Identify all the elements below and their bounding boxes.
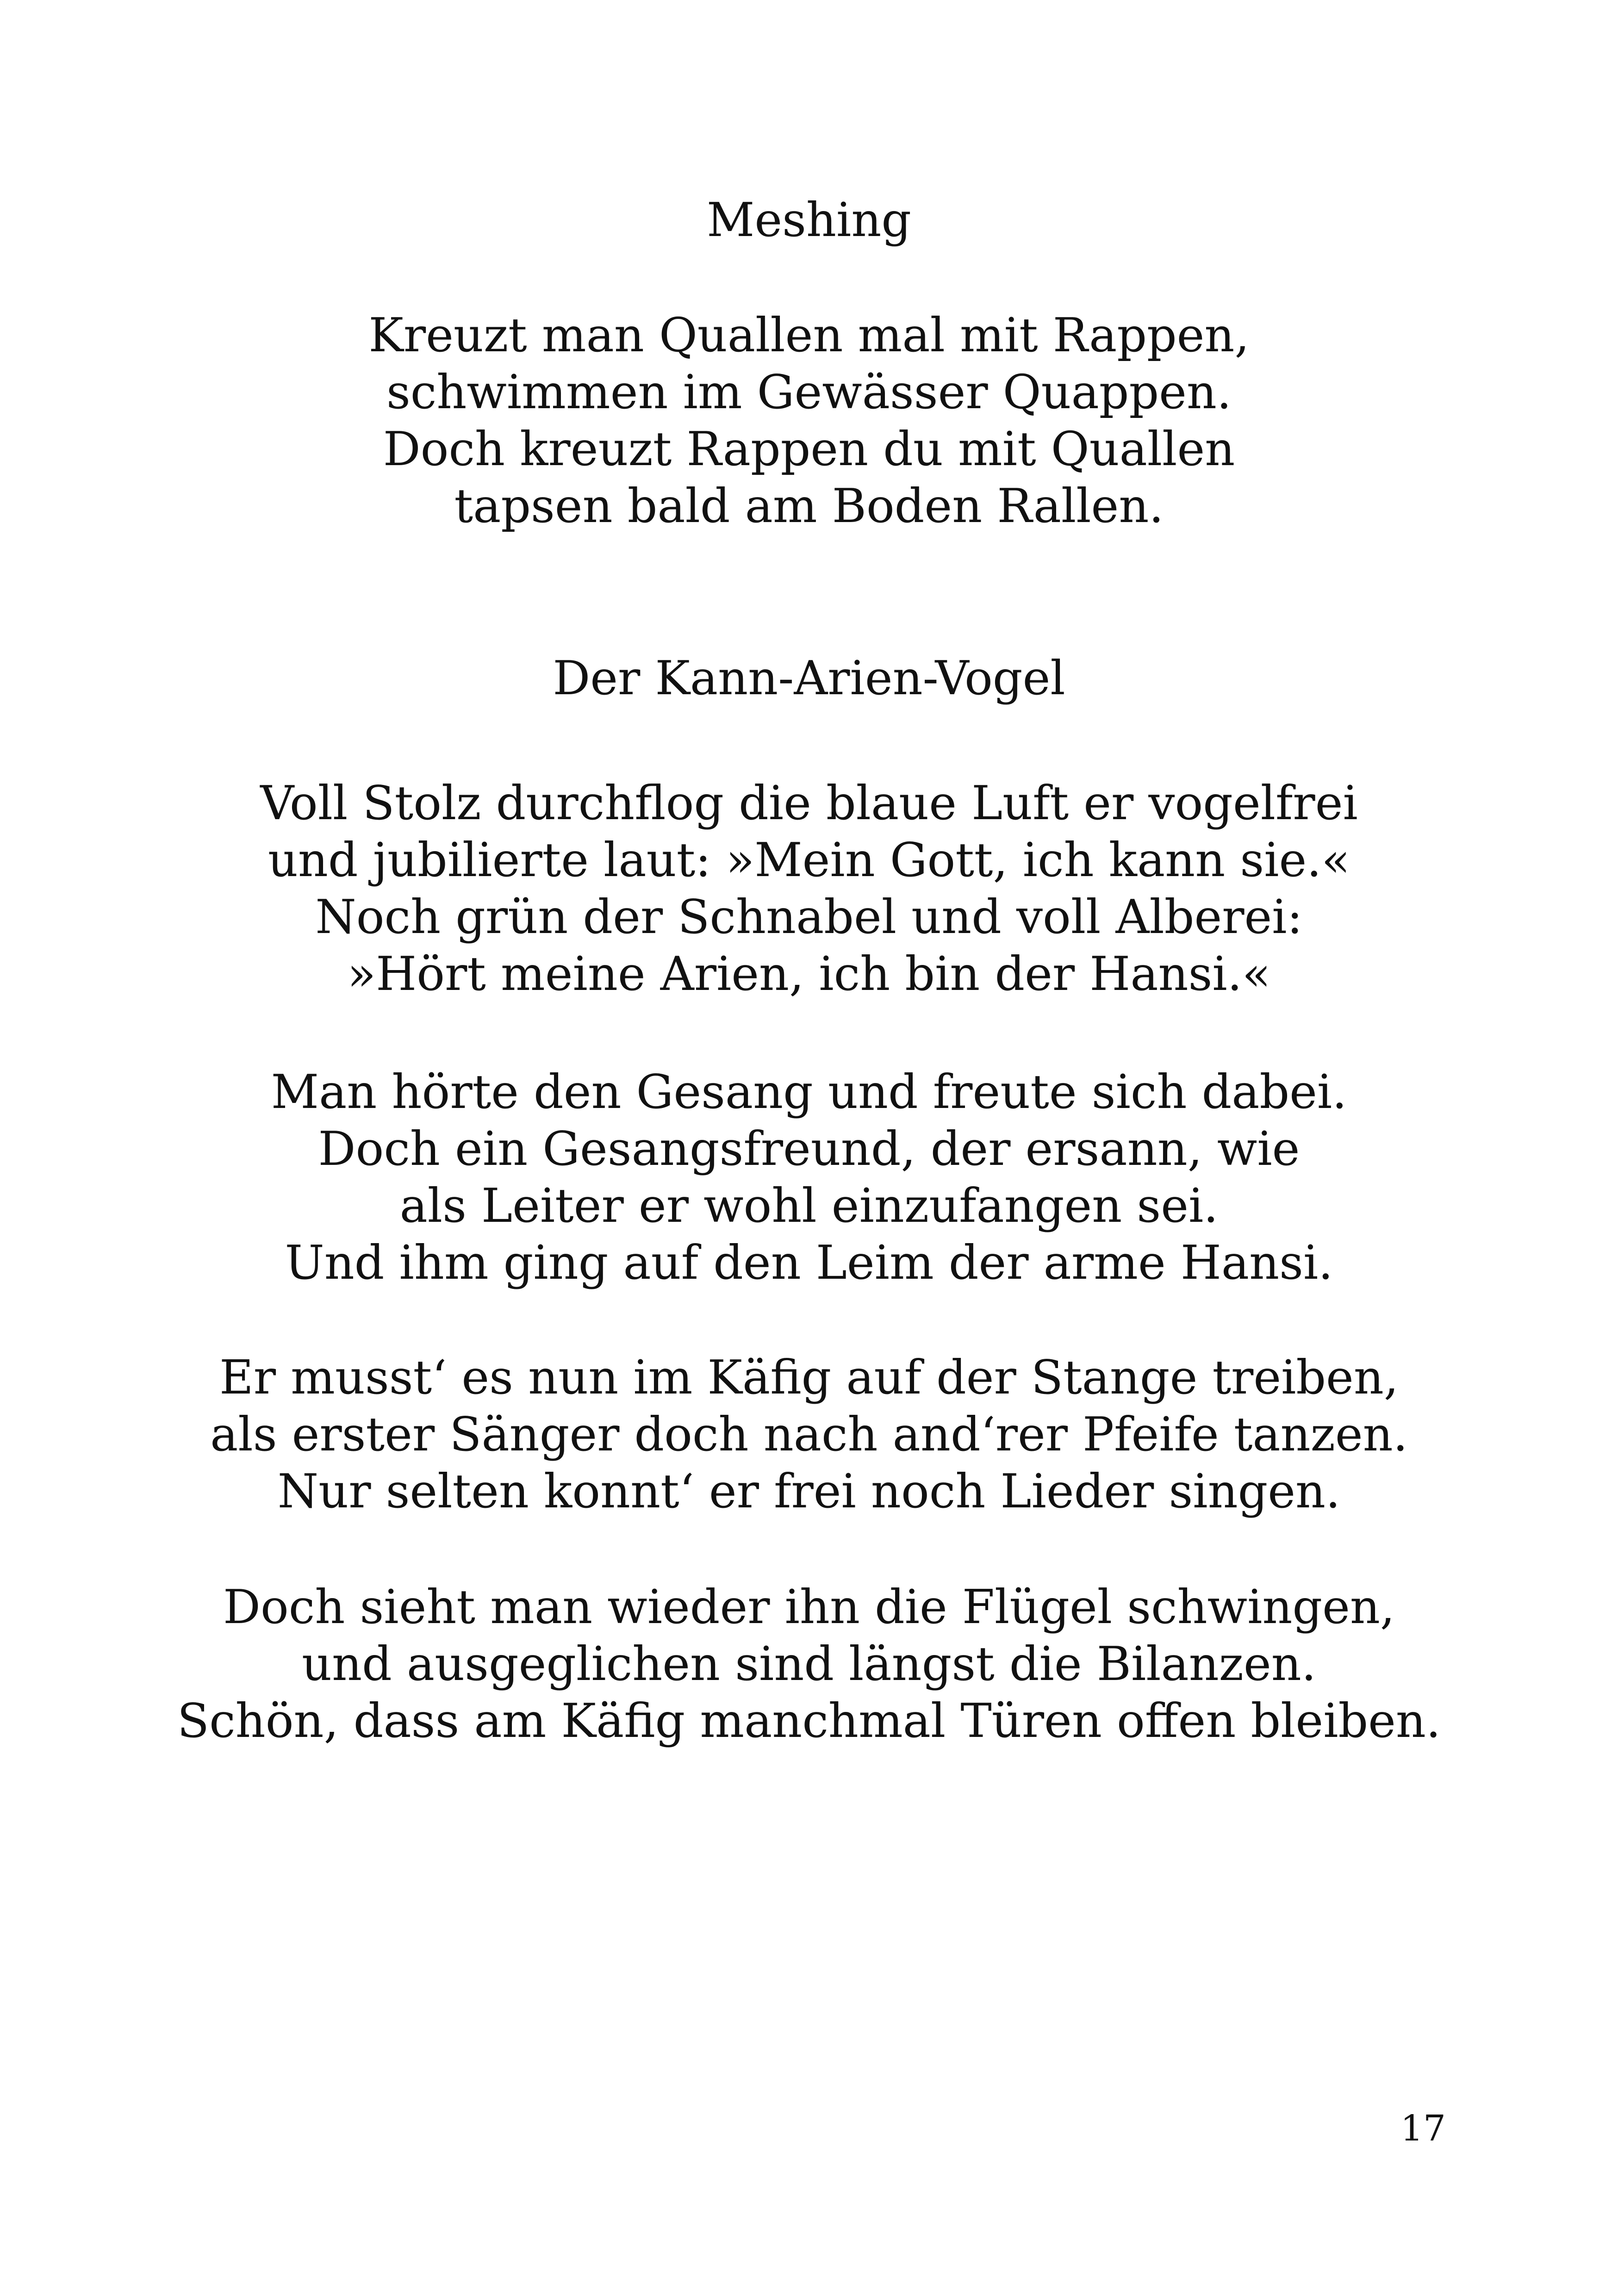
poem-line: Doch ein Gesangsfreund, der ersann, wie: [318, 1121, 1300, 1176]
poem-line: Doch sieht man wieder ihn die Flügel schwingen,: [223, 1580, 1395, 1634]
poem-line: tapsen bald am Boden Rallen.: [454, 479, 1164, 533]
poem-line: Er musst‘ es nun im Käfig auf der Stange treiben,: [219, 1350, 1399, 1405]
poem-line: Voll Stolz durchflog die blaue Luft er vogelfrei: [260, 776, 1358, 830]
poem-title-kann-arien-vogel: Der Kann-Arien-Vogel: [553, 651, 1065, 705]
poem-line: Doch kreuzt Rappen du mit Quallen: [383, 422, 1235, 476]
poem-stanza: [0, 1579, 1618, 1749]
poem-line: »Hört meine Arien, ich bin der Hansi.«: [347, 946, 1271, 1001]
poem-line: als Leiter er wohl einzufangen sei.: [399, 1178, 1219, 1233]
poem-line: Schön, dass am Käfig manchmal Türen offen bleiben.: [177, 1693, 1441, 1748]
poem-stanza: [0, 775, 1618, 1002]
poem-stanza: [0, 307, 1618, 535]
poem-line: Man hörte den Gesang und freute sich dabei.: [271, 1064, 1347, 1119]
poem-line: schwimmen im Gewässer Quappen.: [386, 365, 1232, 419]
poem-line: Und ihm ging auf den Leim der arme Hansi.: [285, 1235, 1333, 1290]
page-number: 17: [1400, 2108, 1446, 2149]
poem-line: als erster Sänger doch nach and‘rer Pfeife tanzen.: [210, 1407, 1408, 1462]
poem-line: und jubilierte laut: »Mein Gott, ich kann sie.«: [268, 833, 1350, 887]
poem-line: Nur selten konnt‘ er frei noch Lieder singen.: [277, 1464, 1341, 1518]
poem-stanza: [0, 1064, 1618, 1291]
poem-title-meshing: Meshing: [706, 193, 912, 247]
poem-stanza: [0, 1349, 1618, 1520]
poem-line: und ausgeglichen sind längst die Bilanzen.: [302, 1636, 1316, 1691]
poem-line: Noch grün der Schnabel und voll Alberei:: [315, 890, 1303, 944]
poem-line: Kreuzt man Quallen mal mit Rappen,: [368, 308, 1250, 362]
